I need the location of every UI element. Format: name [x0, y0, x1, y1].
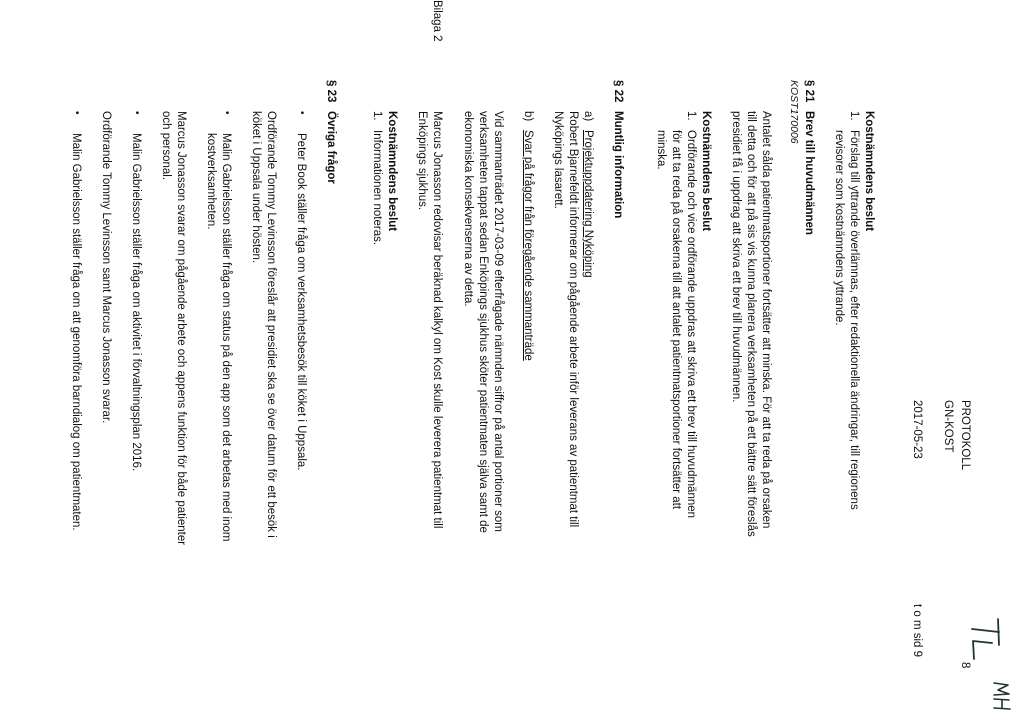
meeting-date: 2017-05-23 [911, 400, 923, 459]
paragraph-line: Ordförande Tommy Levinsson föreslår att presidiet ska se över datum för ett besök i [265, 111, 277, 538]
s22-b-line: verksamheten tappat sedan Enköpings sjukhus sköter patientmaten själva samt de [477, 111, 489, 533]
s21-decision-line: för att ta reda på orsakerna till att antalet patientmatsportioner fortsätter att [670, 130, 682, 510]
intro-item-number: 1. [848, 111, 860, 121]
page-range: t o m sid 9 [911, 604, 923, 658]
s22-decision-number: 1. [371, 111, 383, 121]
section-number: § 22 [612, 80, 624, 103]
bullet-item-line: kostverksamheten. [205, 133, 217, 230]
page-number: 8 [959, 662, 971, 669]
bullet-marker: • [131, 111, 142, 115]
section-title: Övriga frågor [325, 111, 337, 184]
bullet-marker: • [296, 111, 307, 115]
s21-decision-line: minska. [655, 130, 667, 170]
s22-c-line: Marcus Jonasson redovisar beräknad kalkyl om Kost skulle leverera patientmat till [431, 111, 443, 529]
paragraph-line: köket i Uppsala under hösten. [250, 111, 262, 264]
s22-b-title: Svar på frågor från föregående sammanträde [522, 130, 534, 361]
paragraph-line: Marcus Jonasson svarar om pågående arbete och appens funktion för både patienter [175, 111, 187, 546]
bullet-item-line: Peter Book ställer fråga om verksamhetsbesök till köket i Uppsala. [295, 133, 307, 471]
s21-decision-number: 1. [685, 111, 697, 121]
s22-b-line: ekonomiska konsekvenserna av detta. [462, 111, 474, 307]
bullet-marker: • [221, 111, 232, 115]
doc-type: PROTOKOLL [959, 400, 971, 471]
paragraph-line: och personal. [160, 111, 172, 181]
s22-b-line: Vid sammanträdet 2017-03-09 efterfrågade nämnden siffror på antal portioner som [492, 111, 504, 532]
section-number: § 23 [325, 80, 337, 103]
bullet-item-line: Malin Gabrielsson ställer fråga om status på den app som det arbetas med inom [220, 133, 232, 542]
s22-decision-heading: Kostnämndens beslut [386, 111, 398, 232]
bullet-item-line: Malin Gabrielsson ställer fråga om att genomföra barndialog om patientmaten. [70, 133, 82, 531]
s22-a-title: Projektuppdatering Nyköping [582, 130, 594, 278]
intro-item-line: revisorer som kostnämndens yttrande. [833, 130, 845, 326]
document-header-line-2 [940, 0, 955, 724]
s22-c-line: Enköpings sjukhus. [416, 111, 428, 211]
s22-a-line: Nyköpings lasarett. [552, 111, 564, 209]
bullet-marker: • [71, 111, 82, 115]
s22-b-label: b) [522, 111, 534, 122]
attachment-label: Bilaga 2 [431, 0, 443, 42]
document-header-line-3 [909, 0, 924, 724]
s22-a-label: a) [582, 111, 594, 122]
s22-decision-text: Informationen noteras. [371, 130, 383, 246]
signature-initials-1 [968, 615, 1004, 665]
case-reference: KOST170006 [788, 80, 800, 144]
s21-body-line: till detta och för att på sis vis kunna planera verksamheten på ett bättre sätt föreslås [745, 111, 757, 537]
committee-name: GN-KOST [942, 400, 954, 453]
section-title: Muntlig information [612, 111, 624, 219]
intro-decision-heading: Kostnämndens beslut [863, 111, 875, 232]
s21-decision-heading: Kostnämndens beslut [700, 111, 712, 232]
s22-a-line: Robert Bjarnefeldt informerar om pågående arbete inför leverans av patientmat till [567, 111, 579, 528]
s21-decision-line: Ordförande och vice ordförande uppdras att skriva ett brev till huvudmännen [685, 130, 697, 519]
bullet-item-line: Malin Gabrielsson ställer fråga om aktivitet i förvaltningsplan 2016. [130, 133, 142, 472]
section-title: Brev till huvudmännen [803, 111, 815, 235]
s21-body-line: Antalet sålda patientmatsportioner fortsätter att minska. För att ta reda på orsaken [760, 111, 772, 529]
signature-initials-2 [990, 680, 1014, 716]
s21-body-line: presidiet få i uppdrag att skriva ett brev till huvudmännen. [730, 111, 742, 403]
section-number: § 21 [803, 80, 815, 103]
paragraph-line: Ordförande Tommy Levinsson samt Marcus Jonasson svarar. [100, 111, 112, 424]
intro-item-line: Förslag till yttrande överlämnas, efter redaktionella ändringar, till regionens [848, 130, 860, 510]
